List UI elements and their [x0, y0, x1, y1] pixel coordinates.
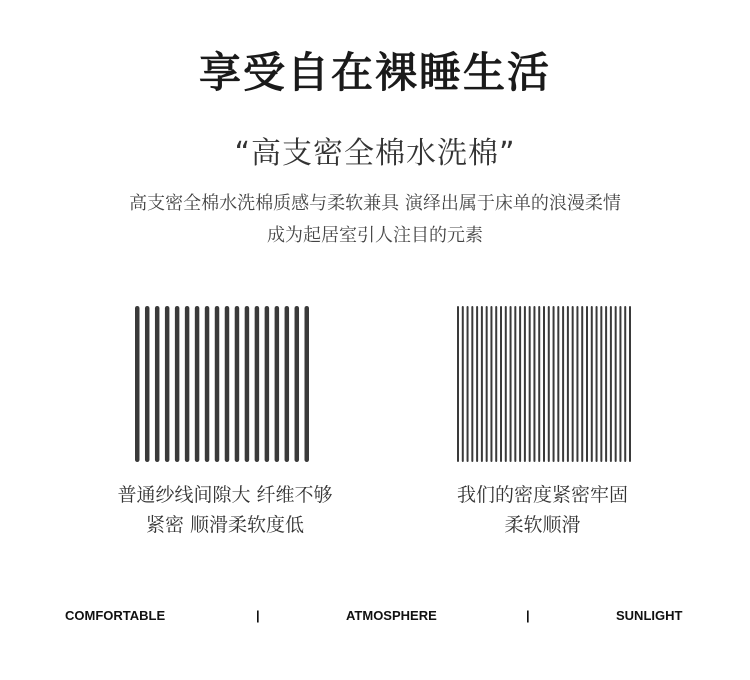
keyword-separator: | [256, 608, 260, 623]
regular-weave-stripes [134, 306, 310, 462]
description [0, 188, 750, 252]
dense-fabric-caption [410, 480, 675, 540]
regular-caption-line-1: 普通纱线间隙大 纤维不够 [117, 484, 333, 506]
footer-keywords [0, 608, 750, 628]
keyword-sunlight: SUNLIGHT [616, 608, 683, 623]
keyword-separator: | [526, 608, 530, 623]
regular-caption-line-2: 紧密 顺滑柔软度低 [145, 514, 305, 536]
dense-caption-line-1: 我们的密度紧密牢固 [456, 484, 628, 506]
regular-fabric-illustration [134, 306, 310, 462]
page-subtitle: “高支密全棉水洗棉” [234, 136, 516, 171]
keyword-comfortable: COMFORTABLE [65, 608, 166, 623]
page-title: 享受自在裸睡生活 [198, 48, 551, 97]
regular-fabric-caption [90, 480, 360, 540]
keyword-atmosphere: ATMOSPHERE [346, 608, 437, 623]
description-line-2: 成为起居室引人注目的元素 [267, 225, 483, 246]
dense-weave-stripes [456, 306, 632, 462]
description-line-1: 高支密全棉水洗棉质感与柔软兼具 演绎出属于床单的浪漫柔情 [129, 193, 621, 214]
dense-fabric-illustration [456, 306, 632, 462]
dense-caption-line-2: 柔软顺滑 [504, 514, 581, 536]
